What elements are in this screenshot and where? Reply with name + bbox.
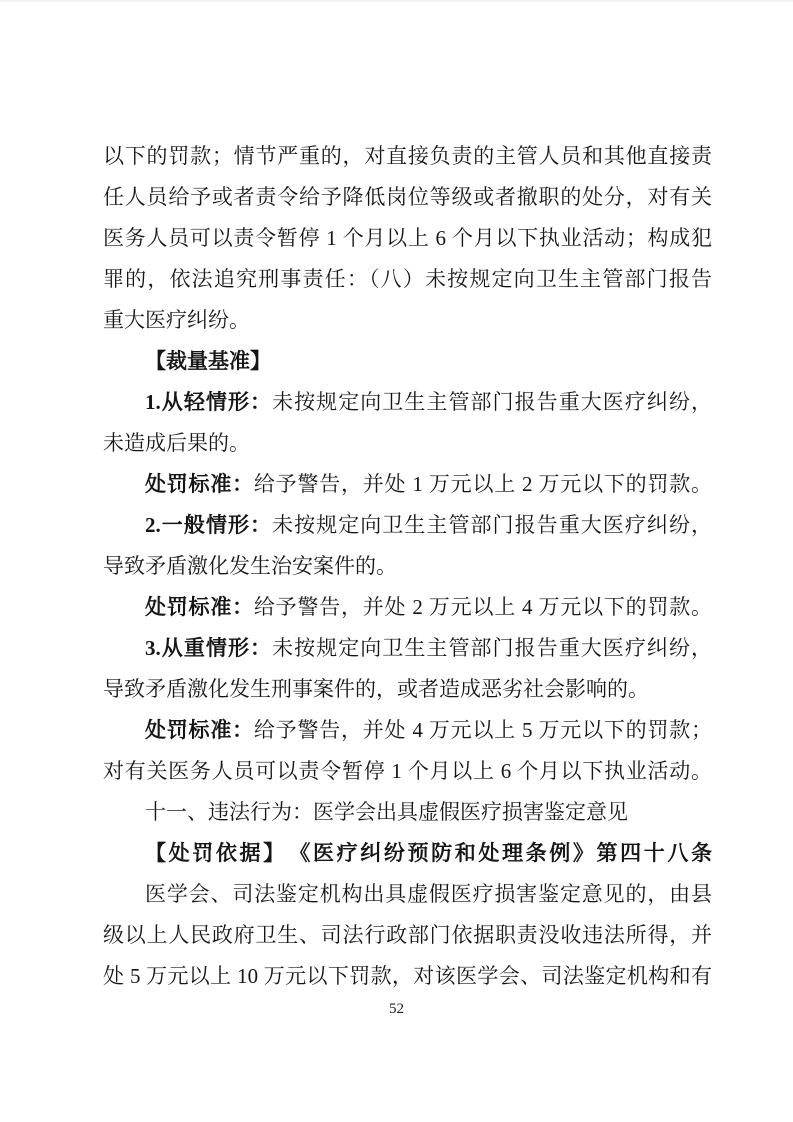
doc-text-bold: 【处罚依据】 《医疗纠纷预防和处理条例》第四十八条 [145, 841, 712, 865]
doc-line [103, 628, 712, 669]
doc-line [103, 792, 712, 833]
page-number: 52 [389, 1001, 404, 1017]
doc-text: 十一、违法行为：医学会出具虚假医疗损害鉴定意见 [145, 800, 628, 824]
doc-text: 未按规定向卫生主管部门报告重大医疗纠纷， [272, 513, 713, 537]
doc-text: 给予警告，并处 4 万元以上 5 万元以下的罚款； [253, 718, 713, 742]
doc-text: 级以上人民政府卫生、司法行政部门依据职责没收违法所得，并 [103, 923, 712, 947]
doc-text: 给予警告，并处 2 万元以上 4 万元以下的罚款。 [253, 595, 713, 619]
text-block [103, 136, 712, 997]
doc-text-bold: 处罚标准： [145, 595, 254, 619]
doc-text-bold: 3.从重情形： [145, 636, 273, 660]
doc-text: 未按规定向卫生主管部门报告重大医疗纠纷， [272, 390, 713, 414]
doc-text-bold: 【裁量基准】 [145, 349, 271, 373]
doc-text: 医学会、司法鉴定机构出具虚假医疗损害鉴定意见的，由县 [145, 882, 712, 906]
doc-line [103, 915, 712, 956]
doc-text: 未造成后果的。 [103, 431, 250, 455]
doc-line [103, 177, 712, 218]
doc-text: 任人员给予或者责令给予降低岗位等级或者撤职的处分，对有关 [103, 185, 712, 209]
doc-line [103, 710, 712, 751]
doc-text: 给予警告，并处 1 万元以上 2 万元以下的罚款。 [253, 472, 713, 496]
doc-text: 罪的，依法追究刑事责任：（八）未按规定向卫生主管部门报告 [103, 267, 712, 291]
doc-line [103, 259, 712, 300]
doc-line [103, 341, 712, 382]
doc-text: 导致矛盾激化发生刑事案件的，或者造成恶劣社会影响的。 [103, 677, 649, 701]
doc-text: 未按规定向卫生主管部门报告重大医疗纠纷， [272, 636, 713, 660]
doc-line [103, 136, 712, 177]
doc-text: 对有关医务人员可以责令暂停 1 个月以上 6 个月以下执业活动。 [103, 759, 712, 783]
doc-line [103, 423, 712, 464]
doc-line [103, 751, 712, 792]
doc-text-bold: 处罚标准： [145, 718, 254, 742]
doc-text: 导致矛盾激化发生治安案件的。 [103, 554, 397, 578]
doc-line [103, 382, 712, 423]
doc-text: 以下的罚款；情节严重的，对直接负责的主管人员和其他直接责 [103, 144, 712, 168]
doc-line [103, 464, 712, 505]
doc-text: 重大医疗纠纷。 [103, 308, 250, 332]
doc-text-bold: 处罚标准： [145, 472, 254, 496]
doc-line [103, 956, 712, 997]
doc-text: 医务人员可以责令暂停 1 个月以上 6 个月以下执业活动；构成犯 [103, 226, 712, 250]
doc-line [103, 587, 712, 628]
doc-line [103, 546, 712, 587]
doc-line [103, 833, 712, 874]
doc-line [103, 218, 712, 259]
doc-line [103, 874, 712, 915]
doc-text-bold: 1.从轻情形： [145, 390, 273, 414]
doc-text-bold: 2.一般情形： [145, 513, 273, 537]
page-top-edge [0, 0, 793, 2]
doc-line [103, 669, 712, 710]
doc-line [103, 505, 712, 546]
doc-line [103, 300, 712, 341]
doc-text: 处 5 万元以上 10 万元以下罚款，对该医学会、司法鉴定机构和有 [103, 964, 712, 988]
